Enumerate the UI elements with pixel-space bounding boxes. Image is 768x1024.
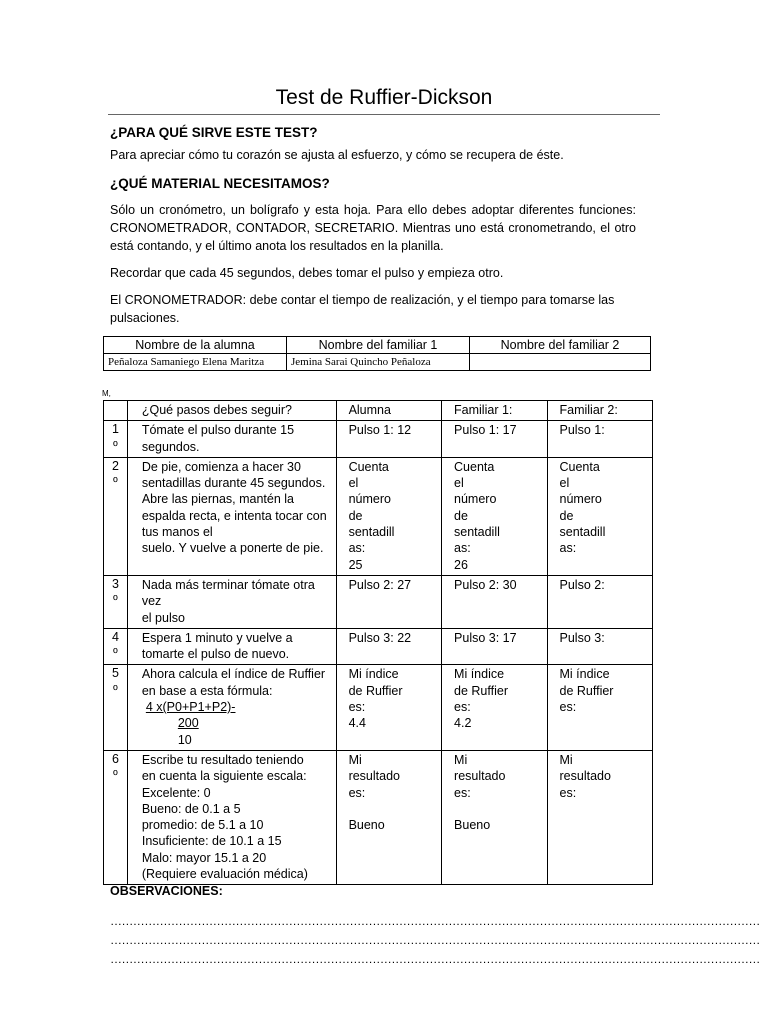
student-result-line: Pulso 3: 22 [348, 630, 412, 645]
step-instruction-line: Nada más terminar tómate otra [141, 577, 315, 592]
step-instruction-line: De pie, comienza a hacer 30 [141, 459, 301, 474]
family1-result-line: Pulso 3: 17 [454, 630, 517, 645]
step-instruction-line: suelo. Y vuelve a ponerte de pie. [141, 541, 324, 556]
student-result-line: de [348, 508, 363, 523]
family2-result-line: es: [559, 700, 577, 715]
step-row [104, 750, 653, 884]
step-number-line: º [113, 682, 118, 697]
names-header-cell: Nombre de la alumna [104, 337, 287, 354]
step-instruction [127, 750, 336, 884]
family2-result-line: número [559, 492, 602, 507]
step-instruction-line: tus manos el [141, 525, 213, 540]
step-instruction [127, 665, 336, 750]
student-result-line: as: [348, 541, 366, 556]
student-result-line [349, 801, 438, 817]
family2-result [547, 750, 653, 884]
steps-header-row [104, 401, 653, 421]
step-number-line: º [113, 646, 118, 661]
step-row [104, 421, 653, 458]
family2-result-line: Mi índice [559, 667, 610, 682]
step-number [104, 575, 128, 628]
names-header-cell: Nombre del familiar 2 [470, 337, 651, 354]
student-result-line: Bueno [348, 817, 385, 832]
step-number-line: º [113, 768, 118, 783]
steps-header-cell: Alumna [336, 401, 441, 421]
step-instruction [127, 628, 336, 665]
step-instruction-line: Insuficiente: de 10.1 a 15 [141, 834, 282, 849]
family1-result-line: es: [454, 785, 471, 800]
family2-result [547, 575, 653, 628]
family2-result-line: Pulso 3: [559, 630, 605, 645]
family2-result-line: Pulso 2: [559, 577, 605, 592]
step-instruction-line: espalda recta, e intenta tocar con [141, 508, 327, 523]
step-instruction [127, 421, 336, 458]
step-number-line: º [113, 475, 118, 490]
student-result [336, 665, 441, 750]
step-row [104, 457, 653, 575]
page-title: Test de Ruffier-Dickson [275, 86, 493, 109]
names-header-row [104, 337, 651, 354]
student-result [336, 575, 441, 628]
step-instruction [127, 575, 336, 628]
family2-result-line: Pulso 1: [559, 423, 605, 438]
step-instruction-line: Abre las piernas, mantén la [141, 492, 295, 507]
names-table [103, 336, 651, 371]
step-number-line: 2 [111, 458, 119, 473]
formula-result: 10 [177, 732, 192, 747]
step-number [104, 421, 128, 458]
family2-result-line: de [559, 508, 574, 523]
family2-result [547, 665, 653, 750]
student-name-cell: Peñaloza Samaniego Elena Maritza [104, 354, 287, 371]
family1-result-line: de Ruffier [454, 683, 508, 698]
family1-result [442, 421, 547, 458]
student-result-line: 4.4 [348, 716, 366, 731]
step-instruction-line: tomarte el pulso de nuevo. [141, 647, 290, 662]
family2-result-line: Cuenta [559, 459, 600, 474]
step-instruction-line: Excelente: 0 [141, 785, 211, 800]
family2-result-line: as: [559, 541, 577, 556]
family2-result [547, 628, 653, 665]
student-result-line: resultado [348, 769, 400, 784]
family1-result-line: resultado [454, 769, 506, 784]
step-instruction-line: vez [141, 594, 162, 609]
student-result-line: 25 [348, 557, 363, 572]
step-instruction-line: segundos. [141, 439, 200, 454]
family2-result-line: resultado [559, 769, 611, 784]
family1-result-line: Mi índice [454, 667, 505, 682]
family2-result [547, 421, 653, 458]
family1-result-line: es: [454, 700, 471, 715]
steps-header-cell: Familiar 1: [442, 401, 547, 421]
step-instruction-line: en cuenta la siguiente escala: [141, 769, 307, 784]
title-divider [108, 114, 660, 115]
step-instruction-line: Bueno: de 0.1 a 5 [141, 801, 241, 816]
section-heading-purpose: ¿PARA QUÉ SIRVE ESTE TEST? [110, 125, 318, 140]
family2-result-line: de Ruffier [559, 683, 614, 698]
step-number-line: 6 [111, 751, 119, 766]
step-number-line: 3 [111, 576, 119, 591]
step-row [104, 665, 653, 750]
small-mark: M, [102, 389, 111, 398]
family1-result [442, 457, 547, 575]
observation-line: ……………………………………………………………………………………………………………………………………………………… [110, 952, 760, 966]
family1-result [442, 575, 547, 628]
formula-denominator: 200 [177, 716, 199, 731]
family2-result-line: sentadill [559, 525, 606, 540]
observation-line: ……………………………………………………………………………………………………………………………………………………… [110, 933, 760, 947]
student-result-line: el [348, 476, 359, 491]
family1-result-line: as: [454, 541, 471, 556]
family1-result [442, 750, 547, 884]
family1-result-line: 26 [454, 557, 468, 572]
step-row [104, 628, 653, 665]
purpose-text: Para apreciar cómo tu corazón se ajusta al esfuerzo, y cómo se recupera de éste. [110, 148, 564, 162]
step-instruction-line: Ahora calcula el índice de Ruffier [141, 667, 326, 682]
observation-line: ……………………………………………………………………………………………………………………………………………………… [110, 914, 760, 928]
student-result-line: es: [348, 700, 366, 715]
step-instruction-line: (Requiere evaluación médica) [141, 867, 308, 882]
step-instruction-line: Escribe tu resultado teniendo [141, 752, 304, 767]
step-number-line: 5 [111, 666, 119, 681]
family1-result [442, 665, 547, 750]
step-instruction-line: Tómate el pulso durante 15 [141, 423, 295, 438]
family1-result-line: el [454, 476, 464, 491]
section-heading-material: ¿QUÉ MATERIAL NECESITAMOS? [110, 176, 330, 191]
family1-result-line: Mi [454, 752, 468, 767]
student-result [336, 628, 441, 665]
steps-header-cell [104, 401, 128, 421]
steps-table [103, 400, 653, 885]
student-result [336, 457, 441, 575]
family1-result-line: sentadill [454, 525, 500, 540]
student-result-line: de Ruffier [348, 683, 403, 698]
step-row [104, 575, 653, 628]
step-number-line: 4 [111, 629, 119, 644]
names-value-row [104, 354, 651, 371]
step-number [104, 628, 128, 665]
names-header-cell: Nombre del familiar 1 [287, 337, 470, 354]
student-result-line: Mi índice [348, 667, 399, 682]
material-text: Sólo un cronómetro, un bolígrafo y esta hoja. Para ello debes adoptar diferentes funciones: CRONOMETRADOR, CONTADOR, SECRETARIO. Mientras uno está cronometrando, el otro está contando, y el último anota los resultados en la planilla. [110, 203, 636, 253]
step-instruction-line: Malo: mayor 15.1 a 20 [141, 850, 267, 865]
student-result [336, 750, 441, 884]
formula-numerator: 4 x(P0+P1+P2)- [145, 700, 236, 715]
step-instruction [127, 457, 336, 575]
step-instruction-line: el pulso [141, 610, 185, 625]
student-result-line: Mi [348, 752, 362, 767]
step-number [104, 665, 128, 750]
family2-result-line: Mi [559, 752, 573, 767]
steps-header-cell: Familiar 2: [547, 401, 653, 421]
step-instruction-line: sentadillas durante 45 segundos. [141, 476, 326, 491]
family1-result-line: Bueno [454, 817, 491, 832]
observations-label: OBSERVACIONES: [110, 884, 223, 898]
step-number-line: 1 [111, 422, 119, 437]
step-number-line: º [113, 438, 118, 453]
family2-result-line: el [559, 476, 570, 491]
family1-result-line [454, 801, 543, 817]
family1-result-line: Pulso 1: 17 [454, 423, 517, 438]
family1-result-line: número [454, 492, 497, 507]
step-number-line: º [113, 593, 118, 608]
family1-result [442, 628, 547, 665]
family2-name-cell [470, 354, 651, 371]
step-instruction-line: promedio: de 5.1 a 10 [141, 818, 264, 833]
student-result-line: Pulso 2: 27 [348, 577, 412, 592]
student-result-line: sentadill [348, 525, 395, 540]
student-result-line: Pulso 1: 12 [348, 423, 412, 438]
family1-result-line: de [454, 508, 468, 523]
student-result-line: Cuenta [348, 459, 389, 474]
step-instruction-line: en base a esta fórmula: [141, 683, 273, 698]
family2-result [547, 457, 653, 575]
timer-text: El CRONOMETRADOR: debe contar el tiempo de realización, y el tiempo para tomarse las pulsaciones. [110, 293, 615, 325]
family1-result-line: Pulso 2: 30 [454, 577, 517, 592]
steps-header-cell: ¿Qué pasos debes seguir? [127, 401, 336, 421]
step-number [104, 750, 128, 884]
step-number [104, 457, 128, 575]
family1-result-line: Cuenta [454, 459, 495, 474]
student-result-line: es: [348, 785, 366, 800]
student-result [336, 421, 441, 458]
student-result-line: número [348, 492, 391, 507]
step-instruction-line: Espera 1 minuto y vuelve a [141, 630, 293, 645]
reminder-text: Recordar que cada 45 segundos, debes tomar el pulso y empieza otro. [110, 266, 504, 280]
family2-result-line: es: [559, 785, 577, 800]
family1-result-line: 4.2 [454, 716, 472, 731]
family1-name-cell: Jemina Sarai Quincho Peñaloza [287, 354, 470, 371]
